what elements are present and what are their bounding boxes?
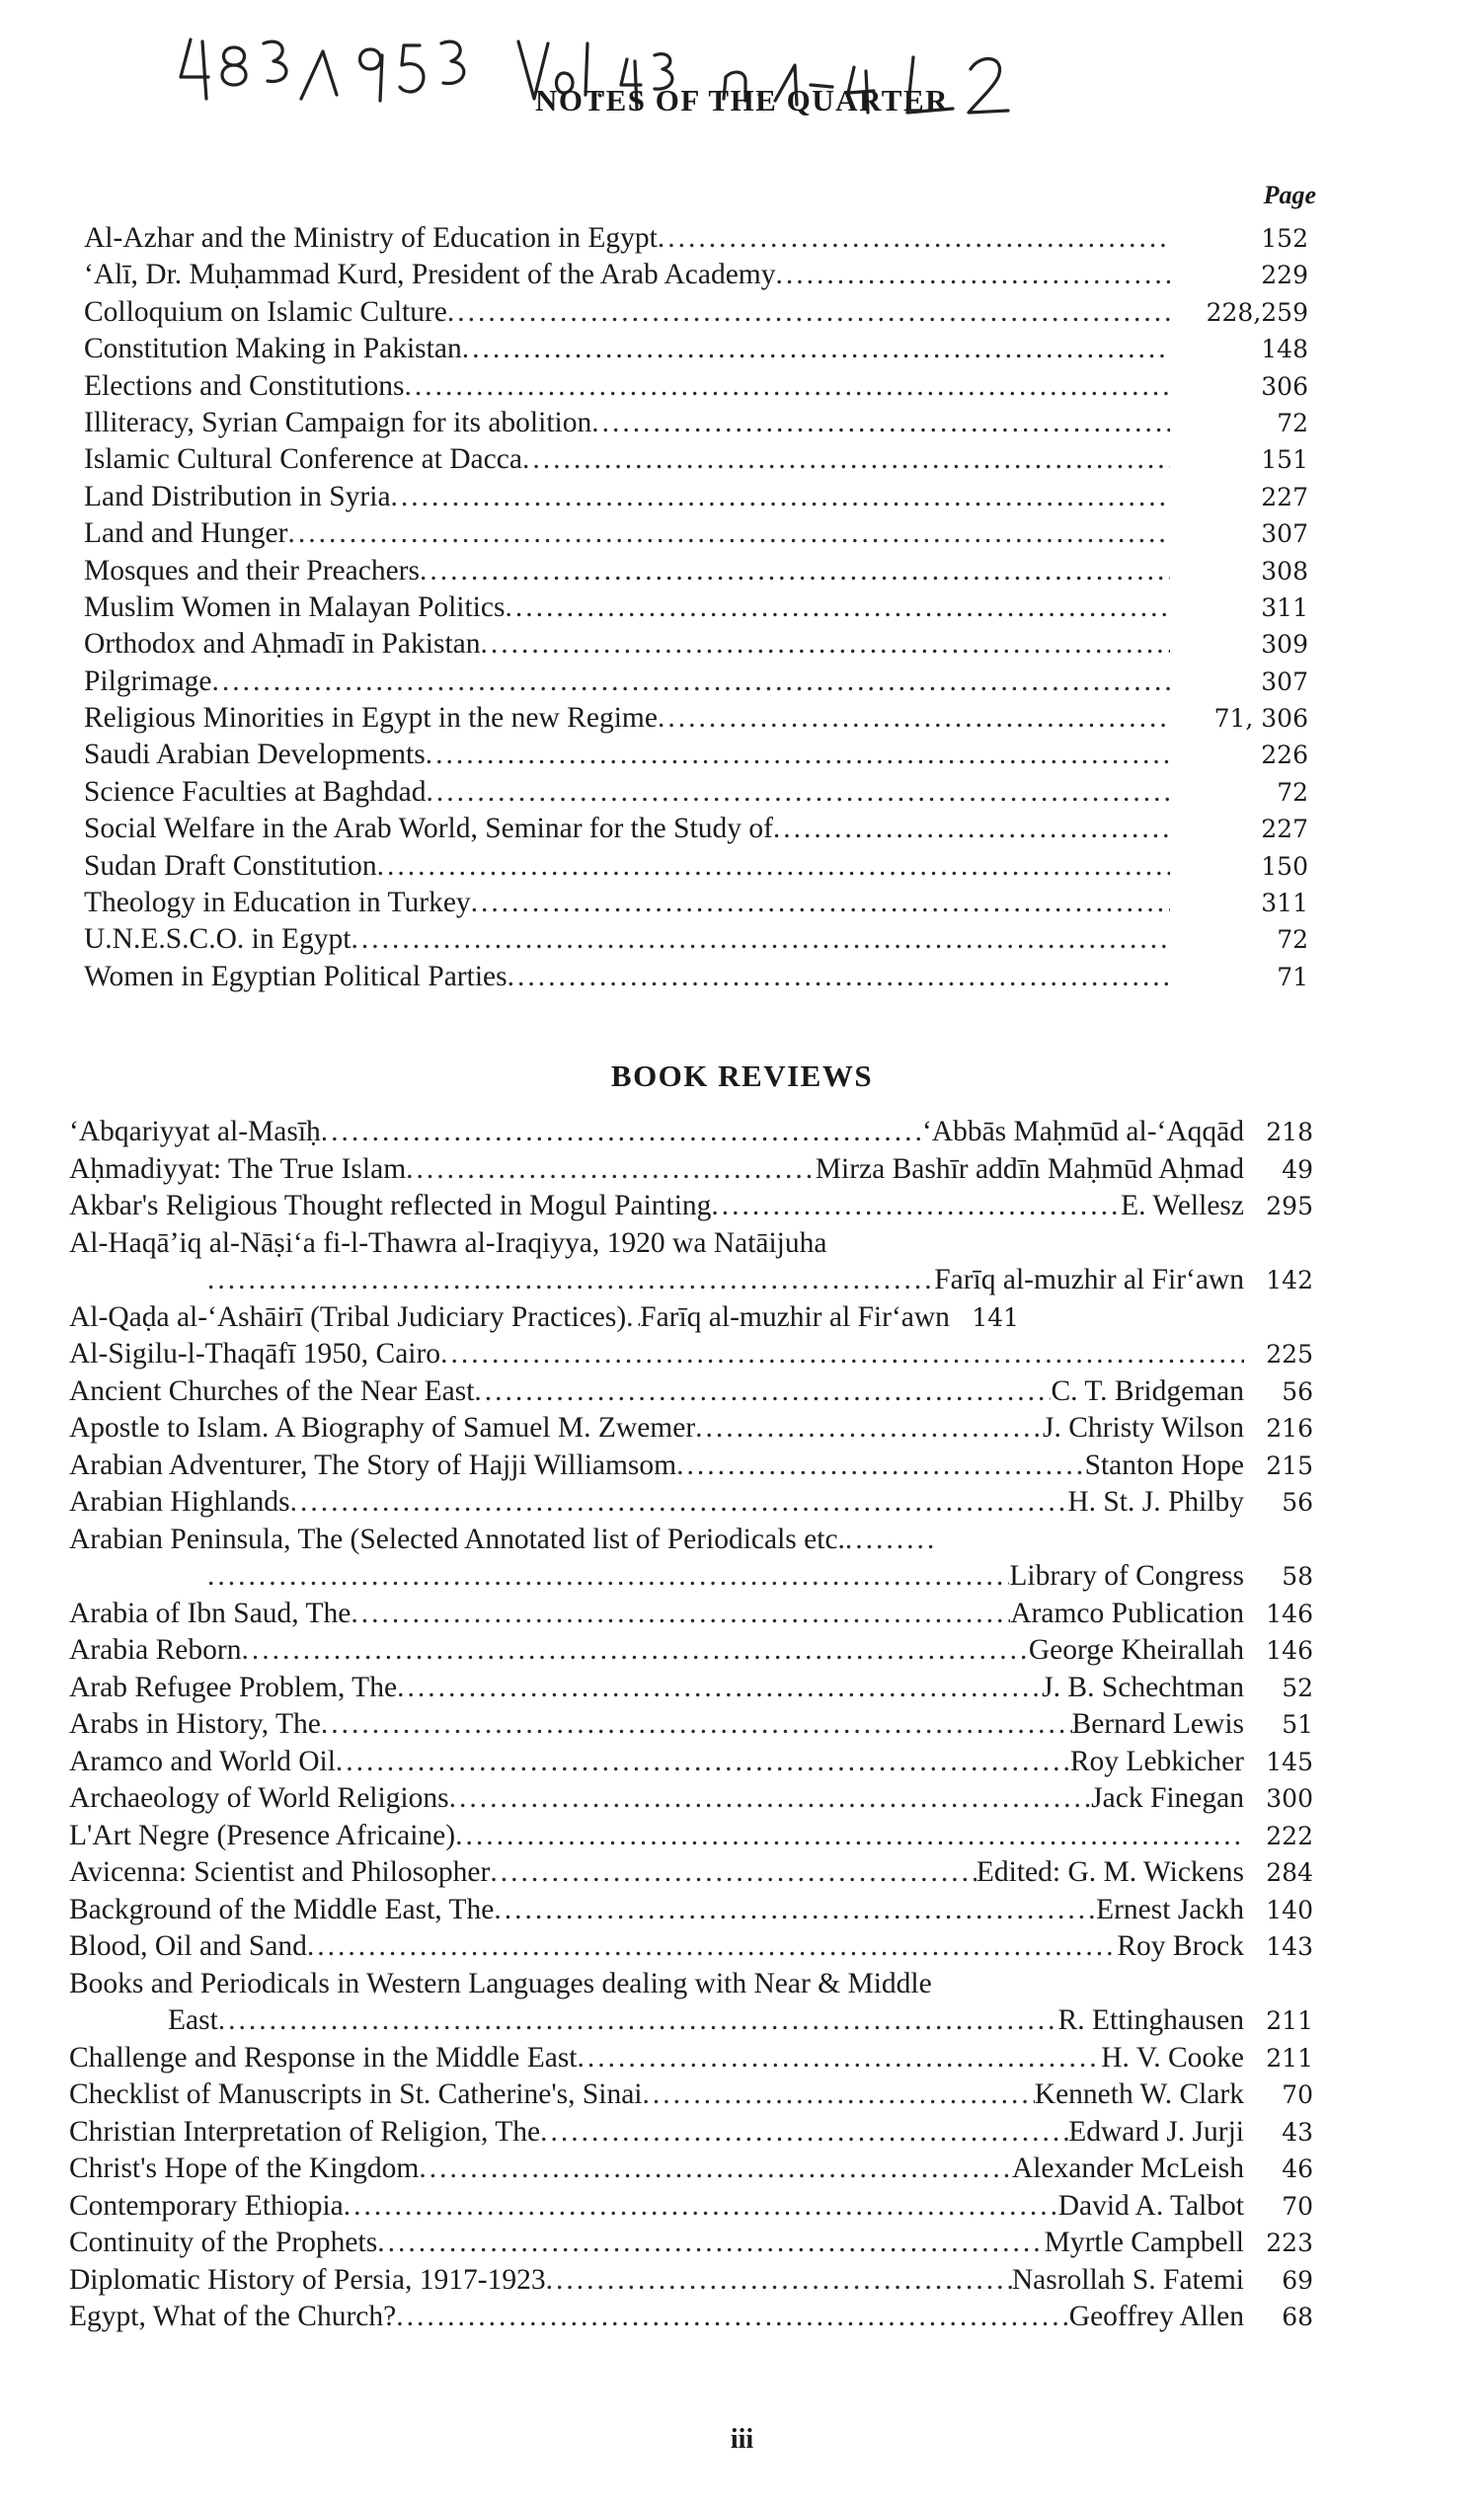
review-entry (69, 1746, 1313, 1783)
review-page: 143 (1266, 1932, 1313, 1961)
review-title: Egypt, What of the Church? (69, 2301, 397, 2332)
review-page: 211 (1266, 2043, 1313, 2073)
note-title: Sudan Draft Constitution (84, 849, 377, 882)
leader-dots (775, 259, 1170, 291)
review-title: L'Art Negre (Presence Africaine) (69, 1819, 456, 1851)
note-entry (84, 443, 1308, 480)
review-entry (69, 2301, 1313, 2338)
reviews-heading: BOOK REVIEWS (610, 1058, 874, 1093)
review-entry (69, 1375, 1313, 1413)
review-title: Challenge and Response in the Middle East (69, 2041, 578, 2074)
leader-dots (344, 2190, 1058, 2223)
review-page: 218 (1266, 1118, 1313, 1146)
note-title: Elections and Constitutions (84, 369, 405, 402)
leader-dots (773, 813, 1170, 845)
review-title: Arabia Reborn (69, 1634, 242, 1666)
review-entry (69, 2116, 1313, 2154)
review-page: 300 (1266, 1784, 1313, 1813)
leader-dots (522, 443, 1170, 476)
review-title: Christ's Hope of the Kingdom (69, 2153, 420, 2184)
review-title: Apostle to Islam. A Biography of Samuel M. Zwemer (69, 1412, 696, 1444)
leader-dots (447, 296, 1170, 329)
review-title: Christian Interpretation of Religion, The (69, 2115, 541, 2148)
note-entry (84, 813, 1308, 849)
review-title: Al-Sigilu-l-Thaqāfī 1950, Cairo (69, 1338, 441, 1370)
note-title: Science Faculties at Baghdad (84, 775, 427, 808)
review-author: C. T. Bridgeman (1051, 1374, 1244, 1407)
note-entry (84, 407, 1308, 443)
review-entry (69, 1301, 1313, 1339)
leader-dots (207, 1264, 934, 1296)
review-author: Library of Congress (1009, 1560, 1244, 1592)
leader-dots (211, 666, 1170, 698)
note-entry (84, 259, 1308, 295)
note-page: 311 (1261, 592, 1308, 622)
leader-dots (695, 1412, 1043, 1445)
review-author: Alexander McLeish (1011, 2153, 1244, 2184)
review-title: Checklist of Manuscripts in St. Catherine's, Sinai (69, 2078, 643, 2110)
note-title: ‘Alī, Dr. Muḥammad Kurd, President of the Arab Academy (84, 259, 776, 291)
review-title: Background of the Middle East, The (69, 1893, 495, 1925)
review-author: J. Christy Wilson (1043, 1412, 1244, 1444)
leader-dots (419, 2153, 1012, 2185)
leader-dots (405, 370, 1171, 403)
leader-dots (462, 333, 1170, 365)
review-title: Archaeology of World Religions (69, 1782, 449, 1814)
note-entry (84, 628, 1308, 665)
note-page: 71, 306 (1213, 704, 1308, 734)
leader-dots (287, 517, 1170, 550)
review-entry (69, 1560, 1313, 1598)
review-author: Edward J. Jurji (1068, 2115, 1244, 2148)
review-author: Ernest Jackh (1096, 1893, 1244, 1925)
leader-dots (658, 222, 1170, 255)
leader-dots (845, 1524, 934, 1556)
note-title: Islamic Cultural Conference at Dacca (84, 443, 522, 476)
review-page: 141 (972, 1302, 1019, 1332)
note-title: Social Welfare in the Arab World, Seminar for the Study of (84, 813, 773, 845)
review-page: 225 (1266, 1340, 1313, 1369)
note-entry (84, 776, 1308, 813)
review-title: Books and Periodicals in Western Languages dealing with Near & Middle (69, 1967, 932, 1999)
review-author: ‘Abbās Maḥmūd al-‘Aqqād (921, 1116, 1244, 1147)
review-author: Jack Finegan (1091, 1782, 1244, 1814)
review-page: 49 (1282, 1154, 1313, 1184)
note-page: 226 (1261, 741, 1308, 770)
note-title: Land and Hunger (84, 517, 288, 550)
leader-dots (420, 555, 1170, 587)
review-entry (69, 2264, 1313, 2302)
leader-dots (351, 923, 1170, 956)
review-author: Roy Brock (1117, 1930, 1244, 1962)
note-title: U.N.E.S.C.O. in Egypt (84, 923, 351, 956)
review-page: 70 (1282, 2080, 1313, 2109)
review-page: 56 (1282, 1488, 1313, 1517)
review-entry (69, 2042, 1313, 2079)
note-page: 311 (1261, 889, 1308, 918)
note-title: Colloquium on Islamic Culture (84, 295, 447, 328)
leader-dots (505, 591, 1170, 624)
leader-dots (290, 1486, 1068, 1519)
review-author: Farīq al-muzhir al Fir‘awn (934, 1264, 1244, 1295)
leader-dots (391, 481, 1170, 513)
review-page: 223 (1266, 2229, 1313, 2257)
leader-dots (440, 1338, 1244, 1370)
review-title: Continuity of the Prophets (69, 2227, 378, 2258)
note-entry (84, 961, 1308, 997)
leader-dots (397, 1672, 1042, 1704)
note-entry (84, 481, 1308, 517)
page-column-label: Page (1263, 181, 1316, 209)
note-title: Pilgrimage (84, 665, 212, 697)
review-entry (69, 1930, 1313, 1968)
review-page: 146 (1266, 1636, 1313, 1665)
review-page: 70 (1282, 2191, 1313, 2221)
review-entry (69, 1486, 1313, 1524)
review-author: Myrtle Campbell (1044, 2227, 1244, 2258)
note-page: 307 (1261, 666, 1308, 696)
review-entry (69, 1524, 1313, 1561)
leader-dots (396, 2301, 1069, 2333)
review-title: Contemporary Ethiopia (69, 2189, 344, 2222)
note-page: 72 (1277, 777, 1308, 807)
review-page: 284 (1266, 1858, 1313, 1887)
review-page: 68 (1282, 2303, 1313, 2331)
note-entry (84, 333, 1308, 369)
leader-dots (218, 2004, 1058, 2037)
review-author: Mirza Bashīr addīn Maḥmūd Aḥmad (815, 1152, 1244, 1185)
review-title: Al-Qaḍa al-‘Ashāirī (Tribal Judiciary Practices) (69, 1300, 627, 1333)
leader-dots (474, 1375, 1051, 1408)
review-entry (69, 1412, 1313, 1449)
leader-dots (546, 2264, 1012, 2297)
review-entry (69, 1782, 1313, 1820)
leader-dots (591, 407, 1170, 439)
review-entry (69, 1338, 1313, 1375)
note-entry (84, 850, 1308, 887)
leader-dots (540, 2116, 1068, 2149)
review-title: Arabia of Ibn Saud, The (69, 1597, 351, 1629)
leader-dots (508, 961, 1170, 993)
review-page: 146 (1266, 1599, 1313, 1628)
review-entry (69, 1449, 1313, 1487)
review-page: 56 (1282, 1376, 1313, 1406)
note-title: Saudi Arabian Developments (84, 739, 426, 771)
notes-list (84, 222, 1308, 997)
review-title: Arabs in History, The (69, 1708, 321, 1740)
review-author: David A. Talbot (1057, 2189, 1244, 2222)
leader-dots (427, 776, 1170, 809)
note-page: 228,259 (1206, 297, 1308, 327)
leader-dots (455, 1820, 1244, 1852)
review-author: Stanton Hope (1084, 1449, 1244, 1481)
leader-dots (711, 1190, 1121, 1222)
review-title: Ancient Churches of the Near East (69, 1374, 475, 1407)
note-title: Constitution Making in Pakistan (84, 333, 462, 365)
review-title: Avicenna: Scientist and Philosopher (69, 1856, 491, 1888)
note-entry (84, 517, 1308, 554)
review-author: Farīq al-muzhir al Fir‘awn (640, 1300, 950, 1333)
review-author: E. Wellesz (1121, 1190, 1244, 1221)
leader-dots (481, 628, 1171, 661)
leader-dots (578, 2042, 1102, 2075)
leader-dots (658, 702, 1170, 735)
review-title: Arabian Adventurer, The Story of Hajji Williamsom (69, 1449, 677, 1481)
note-page: 307 (1261, 519, 1308, 549)
note-title: Orthodox and Aḥmadī in Pakistan (84, 628, 481, 661)
note-title: Religious Minorities in Egypt in the new Regime (84, 702, 658, 735)
leader-dots (336, 1746, 1070, 1778)
leader-dots (490, 1856, 976, 1889)
review-author: Aramco Publication (1010, 1597, 1244, 1629)
leader-dots (377, 2227, 1044, 2259)
leader-dots (426, 739, 1170, 771)
note-page: 151 (1261, 445, 1308, 475)
review-entry (69, 1634, 1313, 1672)
review-entry (69, 1856, 1313, 1894)
review-author: Bernard Lewis (1071, 1708, 1244, 1740)
review-entry (69, 1116, 1313, 1153)
review-title: East (168, 2004, 218, 2036)
review-page: 51 (1282, 1710, 1313, 1739)
note-entry (84, 666, 1308, 702)
note-page: 227 (1261, 482, 1308, 511)
review-page: 52 (1282, 1673, 1313, 1702)
folio-number: iii (730, 2424, 754, 2455)
review-page: 211 (1266, 2006, 1313, 2035)
review-page: 295 (1266, 1192, 1313, 1220)
leader-dots (307, 1930, 1117, 1963)
leader-dots (406, 1153, 816, 1186)
note-page: 152 (1261, 224, 1308, 253)
review-entry (69, 1598, 1313, 1635)
review-page: 69 (1282, 2265, 1313, 2295)
review-author: Nasrollah S. Fatemi (1011, 2263, 1244, 2296)
leader-dots (321, 1116, 922, 1148)
review-entry (69, 1968, 1313, 2005)
review-author: J. B. Schechtman (1042, 1671, 1244, 1703)
note-entry (84, 296, 1308, 333)
review-entry (69, 1227, 1313, 1265)
note-entry (84, 923, 1308, 960)
note-page: 227 (1261, 815, 1308, 844)
review-entry (69, 2078, 1313, 2116)
review-page: 43 (1282, 2117, 1313, 2147)
review-title: Blood, Oil and Sand (69, 1930, 307, 1962)
leader-dots (241, 1634, 1028, 1667)
review-title: Diplomatic History of Persia, 1917-1923 (69, 2263, 546, 2296)
reviews-list (69, 1116, 1313, 2338)
review-author: Roy Lebkicher (1069, 1745, 1244, 1777)
review-entry (69, 1820, 1313, 1857)
note-title: Land Distribution in Syria (84, 480, 391, 512)
review-page: 215 (1266, 1450, 1313, 1480)
note-page: 229 (1261, 261, 1308, 290)
note-entry (84, 739, 1308, 775)
review-title: Arabian Peninsula, The (Selected Annotated list of Periodicals etc. (69, 1523, 845, 1555)
review-title: Aḥmadiyyat: The True Islam (69, 1152, 407, 1185)
note-page: 150 (1261, 851, 1308, 881)
review-entry (69, 1894, 1313, 1931)
note-title: Women in Egyptian Political Parties (84, 960, 508, 992)
review-page: 46 (1282, 2154, 1313, 2183)
review-page: 140 (1266, 1895, 1313, 1924)
note-title: Muslim Women in Malayan Politics (84, 590, 506, 623)
note-page: 308 (1261, 556, 1308, 586)
review-author: Edited: G. M. Wickens (976, 1856, 1244, 1888)
note-entry (84, 222, 1308, 259)
note-title: Illiteracy, Syrian Campaign for its abolition (84, 406, 592, 438)
note-title: Mosques and their Preachers (84, 554, 420, 587)
note-entry (84, 370, 1308, 407)
note-entry (84, 887, 1308, 923)
leader-dots (377, 850, 1170, 883)
leader-dots (676, 1449, 1084, 1482)
review-title: Arabian Highlands (69, 1486, 290, 1518)
note-title: Al-Azhar and the Ministry of Education in Egypt (84, 222, 658, 254)
review-entry (69, 2004, 1313, 2042)
review-author: H. St. J. Philby (1067, 1486, 1244, 1518)
note-entry (84, 555, 1308, 591)
review-author: Kenneth W. Clark (1034, 2078, 1244, 2110)
note-entry (84, 702, 1308, 739)
review-entry (69, 2153, 1313, 2190)
review-entry (69, 1672, 1313, 1709)
notes-heading: NOTES OF THE QUARTER (534, 83, 950, 117)
review-author: R. Ettinghausen (1057, 2004, 1244, 2036)
leader-dots (471, 887, 1170, 919)
review-author: H. V. Cooke (1101, 2041, 1244, 2074)
review-page: 222 (1266, 1821, 1313, 1850)
note-title: Theology in Education in Turkey (84, 887, 471, 919)
note-page: 309 (1261, 630, 1308, 660)
review-entry (69, 2227, 1313, 2264)
review-entry (69, 1264, 1313, 1301)
review-title: Aramco and World Oil (69, 1745, 336, 1777)
leader-dots (351, 1598, 1010, 1630)
leader-dots (643, 2078, 1035, 2111)
note-entry (84, 591, 1308, 628)
review-title: Al-Haqā’iq al-Nāṣi‘a fi-l-Thawra al-Iraqiyya, 1920 wa Natāijuha (69, 1226, 827, 1259)
note-page: 148 (1261, 335, 1308, 364)
note-page: 72 (1277, 925, 1308, 955)
review-entry (69, 1190, 1313, 1227)
leader-dots (321, 1708, 1072, 1741)
review-page: 58 (1282, 1562, 1313, 1591)
leader-dots (207, 1560, 1009, 1593)
leader-dots (449, 1782, 1092, 1815)
review-entry (69, 1708, 1313, 1746)
review-title: Arab Refugee Problem, The (69, 1671, 398, 1703)
note-page: 306 (1261, 371, 1308, 401)
review-page: 145 (1266, 1747, 1313, 1776)
note-page: 72 (1277, 408, 1308, 437)
review-entry (69, 1153, 1313, 1191)
note-page: 71 (1277, 962, 1308, 991)
review-author: George Kheirallah (1028, 1634, 1244, 1666)
review-author: Geoffrey Allen (1068, 2301, 1244, 2332)
review-title: Akbar's Religious Thought reflected in Mogul Painting (69, 1190, 712, 1221)
review-page: 216 (1266, 1414, 1313, 1443)
leader-dots (626, 1301, 640, 1334)
review-title: ‘Abqariyyat al-Masīḥ (69, 1116, 321, 1147)
leader-dots (494, 1894, 1096, 1926)
review-page: 142 (1266, 1266, 1313, 1294)
review-entry (69, 2190, 1313, 2228)
